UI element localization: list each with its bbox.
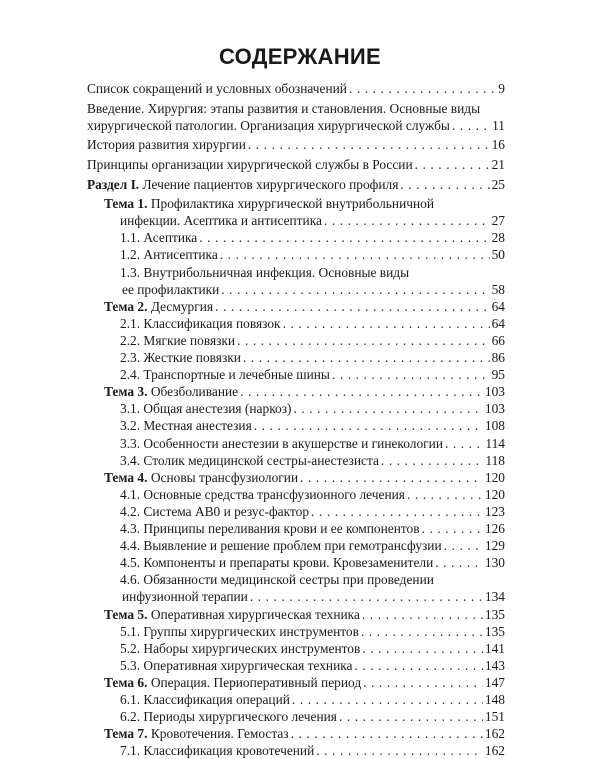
toc-entry — [120, 640, 505, 657]
toc-entry-line — [120, 571, 434, 588]
toc-entry-title — [104, 383, 238, 400]
toc-page-number: 130 — [484, 555, 505, 571]
toc-entry — [104, 606, 505, 623]
toc-page-number: 21 — [491, 156, 505, 172]
toc-entry-title — [120, 708, 337, 725]
toc-page-number: 162 — [484, 726, 505, 742]
toc-entry-title — [120, 554, 433, 571]
toc-entry-text: 2.1. Классификация повязок — [120, 315, 281, 331]
toc-entry-text: 5.1. Группы хирургических инструментов — [120, 623, 359, 639]
toc-entry — [87, 176, 505, 193]
toc-leader-dots — [435, 554, 483, 571]
toc-entry-text: инфекции. Асептика и антисептика — [120, 213, 322, 229]
toc-entry-title — [120, 572, 434, 587]
toc-entry — [104, 383, 505, 400]
toc-entry — [104, 469, 505, 486]
toc-entry — [120, 229, 505, 246]
toc-entry-text: 4.4. Выявление и решение проблем при гемотрансфузии — [120, 538, 442, 554]
toc-entry — [120, 657, 505, 674]
toc-entry-text: 1.2. Антисептика — [120, 247, 218, 263]
toc-entry-text: Оперативная хирургическая техника — [150, 606, 360, 622]
toc-leader-dots — [199, 229, 489, 246]
toc-entry-title — [104, 298, 213, 315]
toc-page-number: 148 — [484, 692, 505, 707]
toc-entry — [104, 725, 505, 742]
toc-page-number: 64 — [491, 315, 505, 331]
toc-entry-text: 5.2. Наборы хирургических инструментов — [120, 640, 361, 656]
toc-page-number: 86 — [491, 350, 505, 365]
toc-entry-text: Принципы организации хирургической службы в России — [87, 156, 413, 172]
toc-entry-title — [87, 136, 246, 153]
toc-leader-dots — [361, 623, 483, 640]
toc-entry-title — [120, 537, 442, 554]
toc-entry-label: Тема 1. — [104, 196, 148, 212]
toc-entry — [87, 156, 505, 173]
toc-page-number: 141 — [484, 640, 505, 656]
toc-entry-title — [120, 400, 291, 417]
toc-entry — [120, 708, 505, 725]
toc-entry-title — [104, 674, 361, 691]
toc-entry-text: 5.3. Оперативная хирургическая техника — [120, 657, 353, 673]
toc-entry-title — [104, 725, 289, 742]
toc-page-number: 118 — [485, 452, 505, 468]
toc-leader-dots — [355, 657, 483, 674]
toc-page-number: 103 — [484, 401, 505, 417]
toc-leader-dots — [311, 503, 483, 520]
toc-leader-dots — [362, 606, 483, 623]
toc-leader-dots — [445, 435, 483, 452]
toc-leader-dots — [221, 281, 489, 298]
toc-entry-text: Операция. Периоперативный период — [150, 674, 362, 690]
toc-leader-dots — [362, 640, 483, 657]
toc-leader-dots — [400, 176, 489, 193]
toc-leader-dots — [363, 674, 483, 691]
toc-leader-dots — [237, 332, 490, 349]
toc-entry-text: 1.1. Асептика — [120, 230, 198, 246]
toc-entry-text: 4.1. Основные средства трансфузионного лечения — [120, 486, 405, 502]
toc-page-number: 123 — [484, 503, 505, 519]
toc-entry — [120, 520, 505, 537]
toc-entry-text: 7.1. Классификация кровотечений — [120, 743, 315, 759]
toc-entry — [120, 366, 505, 383]
toc-page-number: 64 — [491, 298, 505, 314]
toc-leader-dots — [422, 520, 483, 537]
toc-entry-text: 3.2. Местная анестезия — [120, 418, 252, 434]
toc-entry-text: Профилактика хирургической внутрибольничной — [150, 196, 435, 212]
toc-entry-text: инфузионной терапии — [122, 589, 248, 605]
toc-leader-dots — [291, 725, 483, 742]
toc-leader-dots — [248, 136, 490, 153]
toc-entry-title — [120, 520, 420, 537]
toc-leader-dots — [254, 417, 483, 434]
toc-leader-dots — [220, 246, 490, 263]
toc-entry — [104, 298, 505, 315]
toc-entry-label: Тема 3. — [104, 384, 148, 400]
toc-entry-text: ее профилактики — [122, 281, 220, 297]
toc-entry-text: 2.4. Транспортные и лечебные шины — [120, 367, 330, 383]
toc-leader-dots — [407, 486, 483, 503]
toc-entry — [120, 332, 505, 349]
toc-leader-dots — [243, 349, 490, 366]
toc-entry-title — [87, 117, 450, 134]
toc-entry — [120, 537, 505, 554]
toc-entry-title — [120, 657, 353, 674]
toc-entry-text: Лечение пациентов хирургического профиля — [142, 176, 399, 192]
toc-entry-text: 2.2. Мягкие повязки — [120, 332, 236, 348]
toc-entry — [120, 623, 505, 640]
toc-page-number: 147 — [484, 674, 505, 690]
toc-page-number: 126 — [484, 521, 505, 536]
toc-entry-title — [120, 435, 443, 452]
toc-entry-text: 4.3. Принципы переливания крови и ее компонентов — [120, 521, 420, 536]
toc-entry-title — [87, 156, 413, 173]
toc-page-number: 11 — [492, 117, 505, 133]
toc-entry-text: 3.3. Особенности анестезии в акушерстве и гинекологии — [120, 435, 443, 451]
toc-entry-text: Обезболивание — [150, 384, 239, 400]
toc-entry-label: Тема 4. — [104, 469, 148, 485]
toc-entry-title — [120, 742, 314, 759]
toc-page-number: 143 — [484, 657, 505, 673]
toc-leader-dots — [316, 742, 483, 759]
toc-entry-title — [120, 332, 235, 349]
toc-entry — [120, 349, 505, 366]
toc-page-number: 16 — [491, 137, 505, 153]
toc-entry — [120, 452, 505, 469]
toc-entry-title — [87, 101, 480, 116]
toc-leader-dots — [293, 400, 482, 417]
toc-page-number: 95 — [491, 367, 505, 383]
toc-entry — [120, 417, 505, 434]
toc-entry-text: 3.4. Столик медицинской сестры-анестезиста — [120, 452, 379, 468]
toc-entry-title — [120, 229, 197, 246]
toc-entry-line — [87, 100, 480, 117]
toc-leader-dots — [332, 366, 490, 383]
toc-leader-dots — [452, 117, 490, 134]
toc-entry-title — [120, 366, 330, 383]
toc-entry-text: История развития хирургии — [87, 137, 246, 153]
toc-entry-label: Тема 5. — [104, 606, 148, 622]
toc-entry-title — [120, 503, 309, 520]
toc-entry-title — [87, 176, 398, 193]
toc-entry — [120, 503, 505, 520]
toc-leader-dots — [283, 315, 490, 332]
toc-entry-text: 4.2. Система АВ0 и резус-фактор — [120, 503, 310, 519]
toc-entry-text: 6.1. Классификация операций — [120, 692, 290, 707]
toc-page-number: 108 — [484, 418, 505, 434]
toc-entry-line — [120, 264, 409, 281]
toc-leader-dots — [240, 383, 483, 400]
toc-entry — [120, 742, 505, 759]
toc-entry-text: Десмургия — [150, 298, 214, 314]
toc-entry-title — [120, 623, 359, 640]
toc-page-number: 25 — [491, 176, 505, 192]
toc-entry-title — [122, 588, 248, 605]
toc-entry-title — [120, 452, 379, 469]
toc-page-number: 129 — [484, 538, 505, 554]
toc-entry-title — [87, 80, 347, 97]
toc-leader-dots — [444, 537, 483, 554]
toc-entry — [120, 315, 505, 332]
toc-entry-title — [104, 196, 434, 211]
toc-page-number: 151 — [484, 709, 505, 725]
toc-entry-title — [120, 212, 322, 229]
toc-entry-label: Раздел I. — [87, 176, 140, 192]
toc-leader-dots — [415, 156, 490, 173]
toc-entry-title — [120, 265, 409, 280]
toc-leader-dots — [292, 691, 483, 708]
toc-page-number: 134 — [484, 589, 505, 605]
toc-leader-dots — [215, 298, 490, 315]
toc-entry-title — [122, 281, 219, 298]
toc-entry — [120, 400, 505, 417]
toc-entry-text: 3.1. Общая анестезия (наркоз) — [120, 401, 292, 417]
toc-page-number: 135 — [484, 606, 505, 622]
toc-entry-title — [104, 469, 298, 486]
toc-entry-text: Кровотечения. Гемостаз — [150, 726, 289, 742]
toc-page-number: 58 — [491, 281, 505, 297]
toc-entry-title — [120, 640, 360, 657]
toc-page-number: 162 — [484, 743, 505, 759]
toc-leader-dots — [381, 452, 483, 469]
toc-page-number: 50 — [491, 247, 505, 263]
toc-entry — [120, 554, 505, 571]
toc-entry-text: Введение. Хирургия: этапы развития и становления. Основные виды — [87, 100, 481, 116]
toc-page-number: 120 — [484, 486, 505, 502]
toc-entry-text: 2.3. Жесткие повязки — [120, 350, 241, 365]
toc-entry-text: 6.2. Периоды хирургического лечения — [120, 709, 337, 725]
toc-entry — [104, 674, 505, 691]
toc-entry-label: Тема 7. — [104, 726, 148, 742]
toc-entry-title — [104, 606, 360, 623]
toc-entry — [120, 486, 505, 503]
toc-page-number: 114 — [485, 435, 505, 451]
toc-entry-text: Основы трансфузиологии — [150, 469, 299, 485]
toc-entry-title — [120, 691, 290, 708]
toc-entry — [120, 246, 505, 263]
toc-entry — [120, 691, 505, 708]
toc-entry-title — [120, 315, 281, 332]
toc-entry-text: 4.6. Обязанности медицинской сестры при проведении — [120, 572, 434, 588]
toc-entry — [122, 281, 505, 298]
toc-page-number: 103 — [484, 384, 505, 400]
toc-page-number: 120 — [484, 469, 505, 485]
toc-entry — [87, 136, 505, 153]
toc-leader-dots — [250, 588, 483, 605]
toc-entry — [120, 212, 505, 229]
toc-entry-text: хирургической патологии. Организация хирургической службы — [87, 117, 450, 133]
toc-page-number: 9 — [498, 81, 505, 96]
toc-entry-line — [104, 195, 434, 212]
toc-entry — [87, 117, 505, 134]
toc-entry-title — [120, 349, 241, 366]
toc-page-number: 135 — [484, 623, 505, 639]
toc-entry-text: Список сокращений и условных обозначений — [87, 81, 347, 96]
toc-leader-dots — [349, 80, 496, 97]
toc-entry-label: Тема 6. — [104, 674, 148, 690]
toc-entry-title — [120, 486, 405, 503]
toc-entry-label: Тема 2. — [104, 298, 148, 314]
toc-entry — [87, 80, 505, 97]
toc-page-number: 66 — [491, 332, 505, 348]
toc-page-number: 27 — [491, 213, 505, 229]
toc-entry-text: 1.3. Внутрибольничная инфекция. Основные виды — [120, 264, 410, 280]
toc-entry-title — [120, 246, 218, 263]
toc-heading: СОДЕРЖАНИЕ — [218, 44, 382, 69]
toc-leader-dots — [300, 469, 483, 486]
toc-entry-text: 4.5. Компоненты и препараты крови. Кровезаменители — [120, 555, 434, 571]
toc-entry — [122, 588, 505, 605]
toc-page-number: 28 — [491, 230, 505, 246]
toc-entry — [120, 435, 505, 452]
toc-entry-title — [120, 417, 252, 434]
toc-leader-dots — [339, 708, 483, 725]
toc-leader-dots — [324, 212, 490, 229]
